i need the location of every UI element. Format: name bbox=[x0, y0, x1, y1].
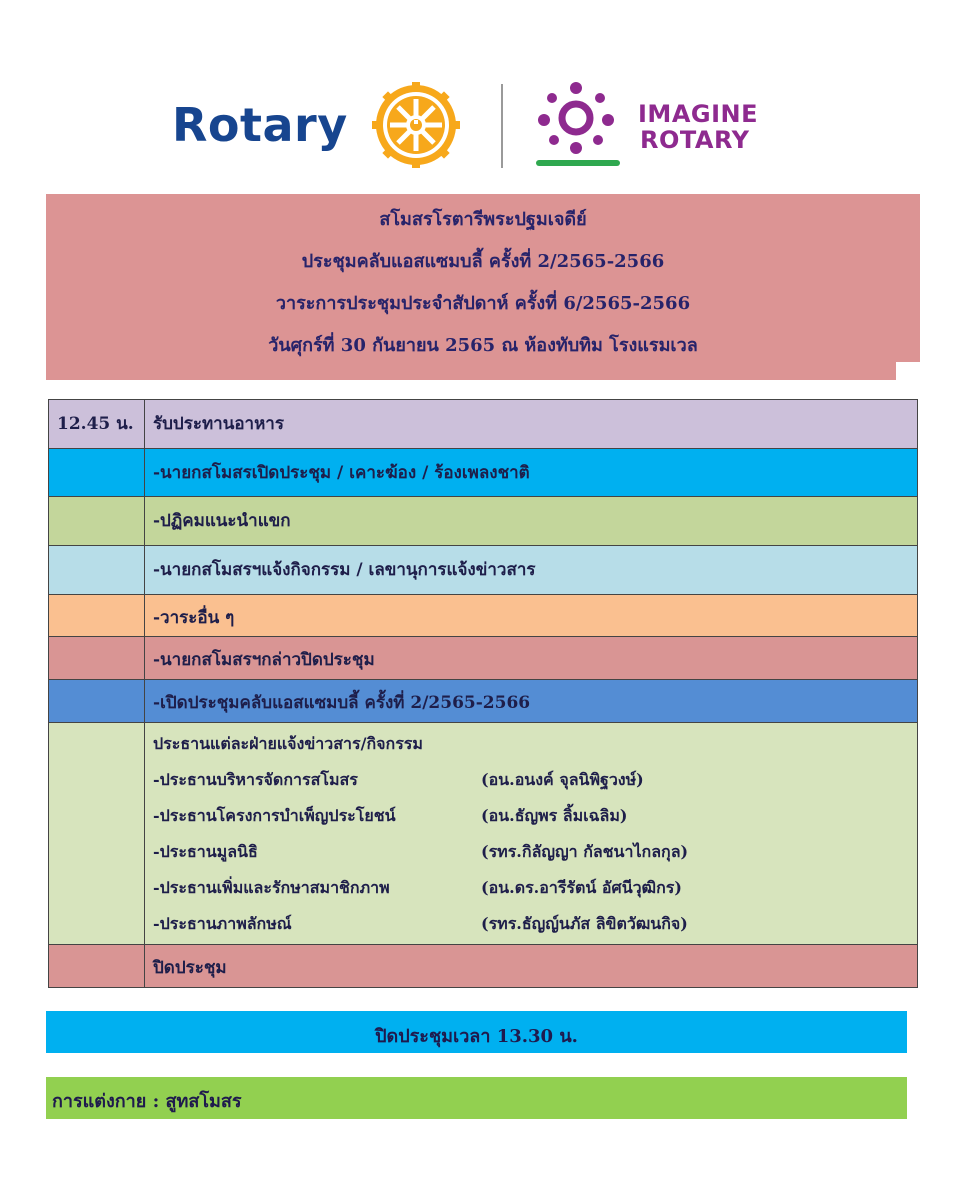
list-item bbox=[153, 804, 909, 840]
list-item bbox=[153, 876, 909, 912]
table-row bbox=[49, 945, 917, 987]
time-cell bbox=[49, 449, 145, 496]
time-cell bbox=[49, 680, 145, 722]
chair-name: (อน.ดร.อารีรัตน์ อัศนีวุฒิกร) bbox=[481, 878, 682, 897]
rotary-wheel-icon bbox=[360, 82, 472, 168]
agenda-item: -นายกสโมสรเปิดประชุม / เคาะฆ้อง / ร้องเพลงชาติ bbox=[153, 463, 530, 483]
chair-role: -ประธานภาพลักษณ์ bbox=[153, 914, 292, 933]
time-cell bbox=[49, 723, 145, 944]
imagine-rotary-icon bbox=[536, 80, 620, 168]
chair-role: -ประธานมูลนิธิ bbox=[153, 842, 258, 861]
meeting-header bbox=[46, 194, 920, 380]
chair-role: -ประธานโครงการบำเพ็ญประโยชน์ bbox=[153, 806, 396, 825]
agenda-item: -ปฏิคมแนะนำแขก bbox=[153, 511, 291, 531]
table-row bbox=[49, 400, 917, 449]
agenda-item: -นายกสโมสรฯกล่าวปิดประชุม bbox=[153, 650, 375, 670]
table-row bbox=[49, 595, 917, 637]
agenda-item: รับประทานอาหาร bbox=[153, 414, 284, 434]
table-row bbox=[49, 449, 917, 497]
list-item bbox=[153, 840, 909, 876]
table-row bbox=[49, 680, 917, 723]
chairs-report-cell bbox=[145, 723, 917, 944]
time-cell bbox=[49, 595, 145, 636]
agenda-item: -เปิดประชุมคลับแอสแซมบลี้ ครั้งที่ 2/2565-2566 bbox=[153, 693, 531, 713]
agenda-table bbox=[48, 399, 918, 988]
assembly-title: ประชุมคลับแอสแซมบลี้ ครั้งที่ 2/2565-2566 bbox=[301, 251, 665, 272]
time-cell bbox=[49, 945, 145, 987]
chair-name: (อน.อนงค์ จุลนิพิฐวงษ์) bbox=[481, 770, 644, 789]
agenda-item: ปิดประชุม bbox=[153, 958, 227, 978]
rotary-logo-text: Rotary bbox=[172, 98, 348, 152]
club-name: สโมสรโรตารีพระปฐมเจดีย์ bbox=[379, 209, 587, 230]
chair-role: -ประธานเพิ่มและรักษาสมาชิกภาพ bbox=[153, 878, 390, 897]
chairs-title: ประธานแต่ละฝ่ายแจ้งข่าวสาร/กิจกรรม bbox=[153, 734, 423, 753]
date-venue: วันศุกร์ที่ 30 กันยายน 2565 ณ ห้องทับทิม โรงแรมเวล bbox=[268, 335, 698, 356]
rotary-text: ROTARY bbox=[640, 126, 750, 154]
list-item bbox=[153, 768, 909, 804]
header-notch bbox=[896, 362, 922, 382]
time-cell: 12.45 น. bbox=[49, 400, 145, 448]
table-row bbox=[49, 546, 917, 595]
table-row bbox=[49, 637, 917, 680]
agenda-item: -นายกสโมสรฯแจ้งกิจกรรม / เลขานุการแจ้งข่าวสาร bbox=[153, 560, 536, 580]
time-cell bbox=[49, 546, 145, 594]
agenda-item: -วาระอื่น ๆ bbox=[153, 608, 235, 628]
logo-divider bbox=[501, 84, 503, 168]
weekly-agenda-title: วาระการประชุมประจำสัปดาห์ ครั้งที่ 6/2565-2566 bbox=[275, 293, 691, 314]
chair-role: -ประธานบริหารจัดการสโมสร bbox=[153, 770, 358, 789]
chair-name: (อน.ธัญพร ลิ้มเฉลิม) bbox=[481, 806, 628, 825]
imagine-text: IMAGINE bbox=[638, 100, 758, 128]
logo-row bbox=[0, 78, 970, 178]
table-row bbox=[49, 723, 917, 945]
close-time-bar: ปิดประชุมเวลา 13.30 น. bbox=[46, 1011, 907, 1053]
dress-code-bar: การแต่งกาย : สูทสโมสร bbox=[46, 1077, 907, 1119]
time-cell bbox=[49, 637, 145, 679]
time-cell bbox=[49, 497, 145, 545]
list-item bbox=[153, 912, 909, 948]
chair-name: (รทร.กิลัญญา กัลชนาไกลกุล) bbox=[481, 842, 689, 861]
chair-name: (รทร.ธัญญ์นภัส ลิขิตวัฒนกิจ) bbox=[481, 914, 688, 933]
table-row bbox=[49, 497, 917, 546]
